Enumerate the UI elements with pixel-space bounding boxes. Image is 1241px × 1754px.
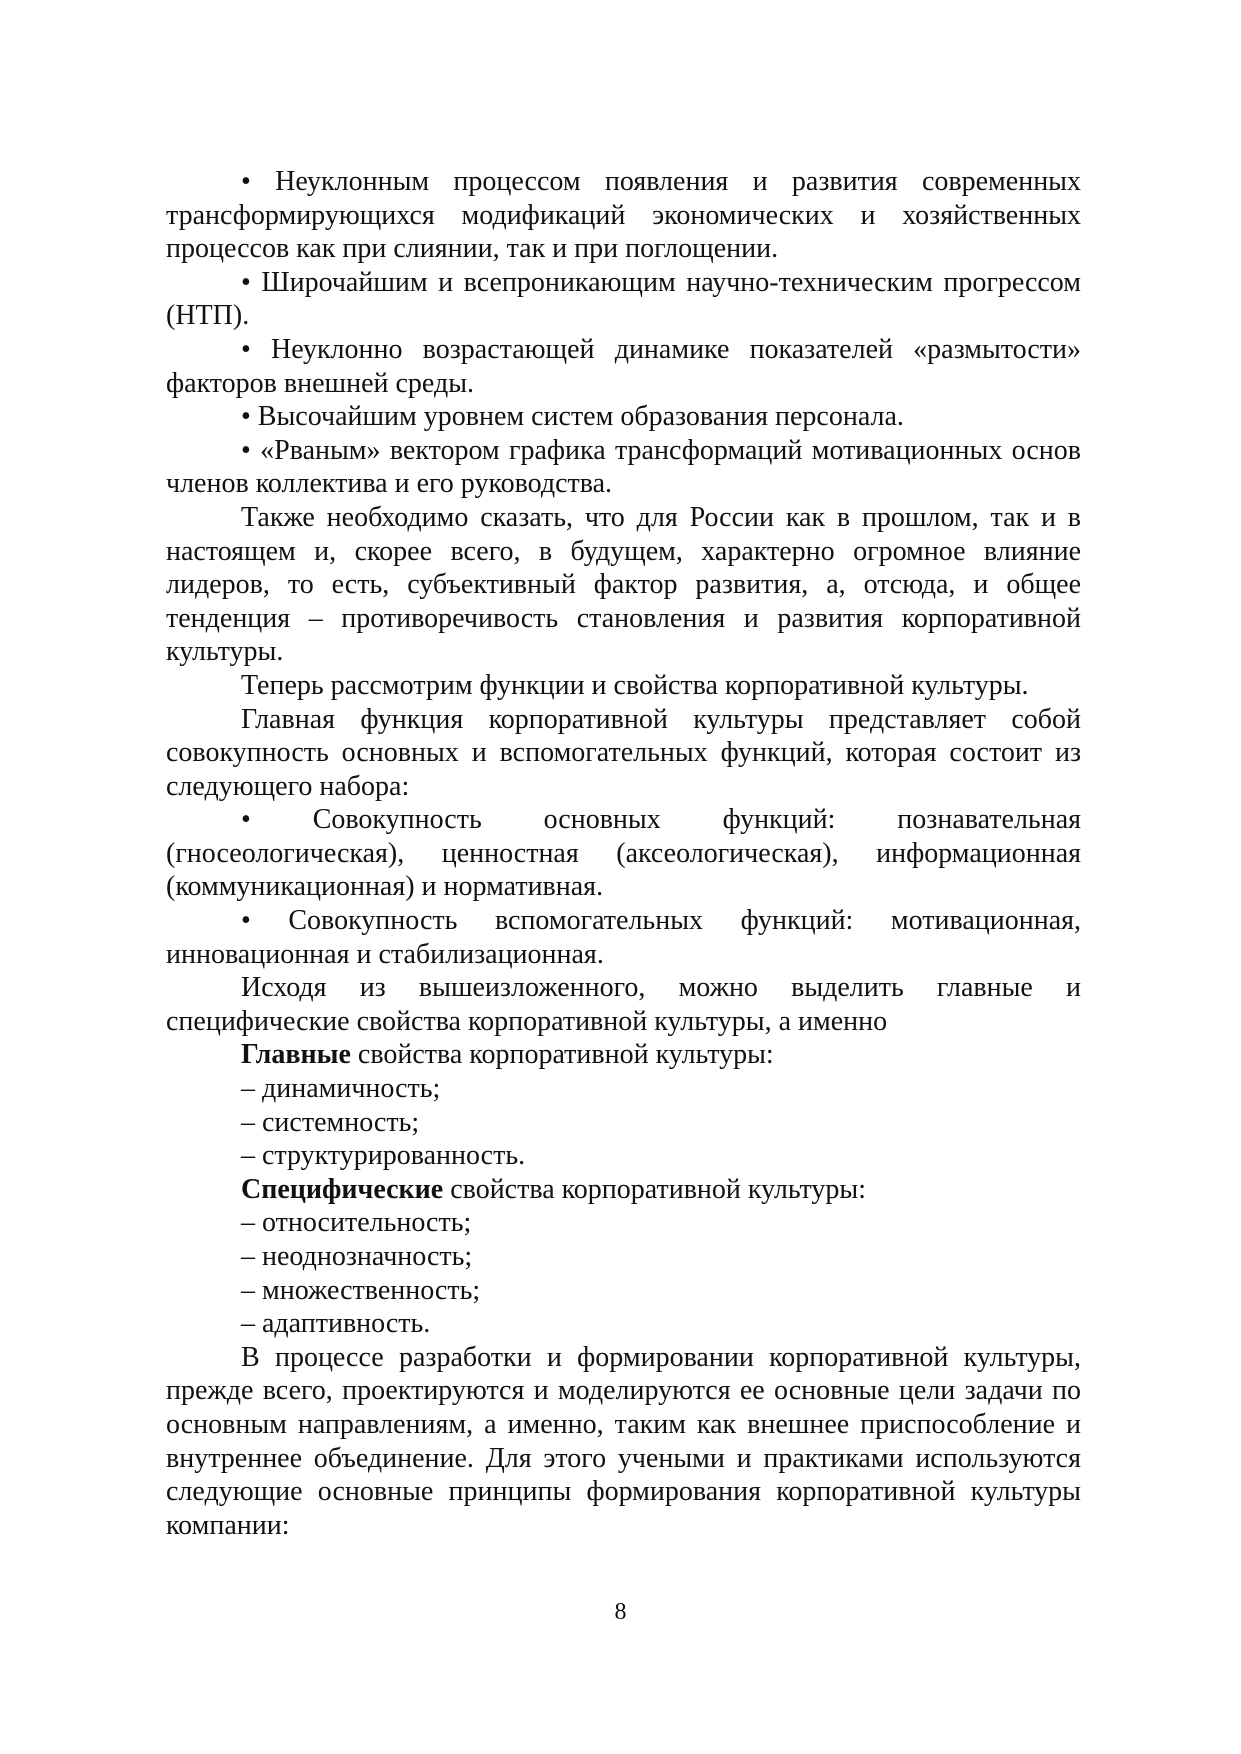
page-body bbox=[166, 165, 1081, 1542]
property-item: – относительность; bbox=[241, 1207, 472, 1239]
paragraph-properties-intro: Исходя из вышеизложенного, можно выделить главные и специфические свойства корпоративной культуры, а именно bbox=[166, 972, 1081, 1037]
paragraph-formation-process: В процессе разработки и формировании корпоративной культуры, прежде всего, проектируются и моделируются ее основные цели задачи по основным направлениям, а именно, таким как внешнее приспособление и внутреннее объединение. Для этого учеными и практиками используются следующие основные принципы формирования корпоративной культуры компании: bbox=[166, 1341, 1081, 1541]
specific-properties-heading bbox=[166, 1173, 1081, 1207]
page-number: 8 bbox=[614, 1599, 627, 1625]
main-properties-heading bbox=[166, 1038, 1081, 1072]
bullet-paragraph: • Неуклонным процессом появления и развития современных трансформирующихся модификаций экономических и хозяйственных процессов как при слиянии, так и при поглощении. bbox=[166, 166, 1081, 265]
paragraph-main-function: Главная функция корпоративной культуры представляет собой совокупность основных и вспомогательных функций, которая состоит из следующего набора: bbox=[166, 703, 1081, 802]
paragraph-functions-intro: Теперь рассмотрим функции и свойства корпоративной культуры. bbox=[241, 669, 1029, 701]
bullet-paragraph: • Широчайшим и всепроникающим научно-техническим прогрессом (НТП). bbox=[166, 266, 1081, 332]
bullet-paragraph: • «Рваным» вектором графика трансформаций мотивационных основ членов коллектива и его руководства. bbox=[166, 434, 1081, 500]
function-bullet: • Совокупность основных функций: познавательная (гносеологическая), ценностная (аксеологическая), информационная (коммуникационная) и нормативная. bbox=[166, 804, 1081, 903]
bullet-paragraph: • Высочайшим уровнем систем образования персонала. bbox=[241, 401, 904, 433]
function-bullet: • Совокупность вспомогательных функций: мотивационная, инновационная и стабилизационная. bbox=[166, 905, 1081, 970]
specific-properties-bold: Специфические bbox=[241, 1173, 444, 1205]
property-item: – адаптивность. bbox=[241, 1308, 431, 1340]
main-properties-rest: свойства корпоративной культуры: bbox=[350, 1039, 774, 1071]
bullet-paragraph: • Неуклонно возрастающей динамике показателей «размытости» факторов внешней среды. bbox=[166, 333, 1081, 399]
property-item: – структурированность. bbox=[241, 1140, 526, 1172]
property-item: – динамичность; bbox=[241, 1073, 441, 1105]
property-item: – множественность; bbox=[241, 1274, 481, 1306]
specific-properties-rest: свойства корпоративной культуры: bbox=[443, 1173, 867, 1205]
property-item: – системность; bbox=[241, 1106, 420, 1138]
property-item: – неоднозначность; bbox=[241, 1241, 473, 1272]
main-properties-bold: Главные bbox=[241, 1039, 351, 1071]
paragraph-russia-leaders: Также необходимо сказать, что для России как в прошлом, так и в настоящем и, скорее всего, в будущем, характерно огромное влияние лидеров, то есть, субъективный фактор развития, а, отсюда, и общее тенденция – противоречивость становления и развития корпоративной культуры. bbox=[166, 501, 1081, 668]
